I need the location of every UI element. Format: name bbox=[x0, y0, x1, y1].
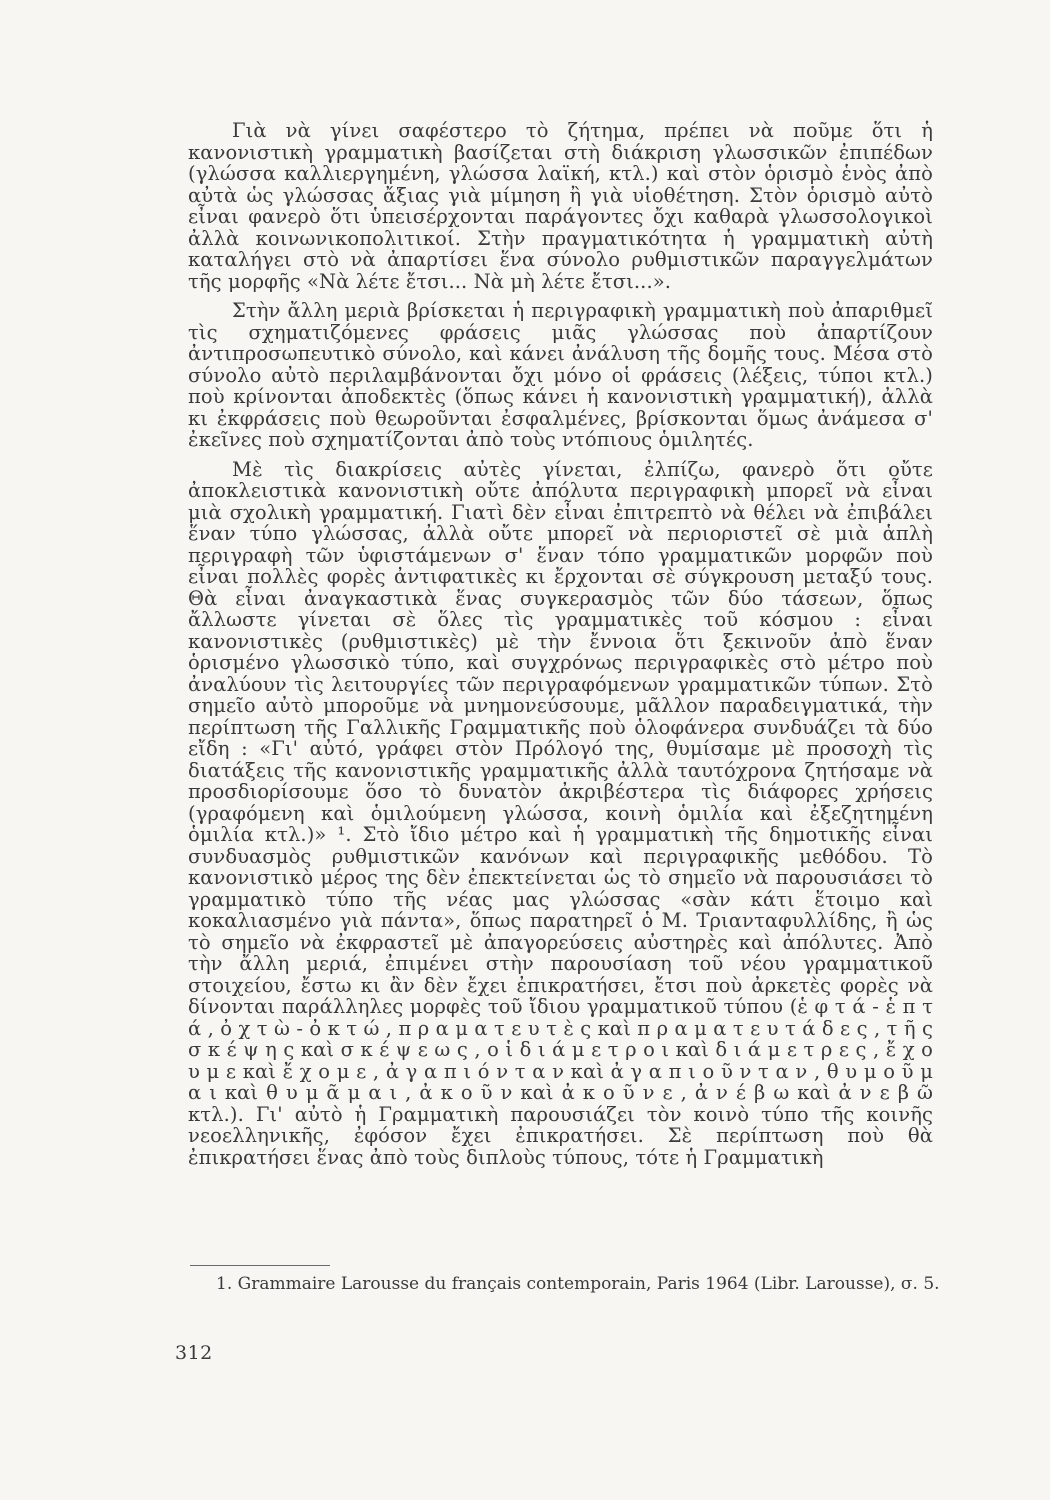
body-text bbox=[188, 120, 933, 1168]
footnote: 1. Grammaire Larousse du français contemporain, Paris 1964 (Libr. Larousse), σ. 5. bbox=[216, 1274, 940, 1294]
paragraph-2: Στὴν ἄλλη μεριὰ βρίσκεται ἡ περιγραφικὴ γραμματικὴ ποὺ ἀπαριθμεῖ τὶς σχηματιζόμενες φράσεις μιᾶς γλώσσας ποὺ ἀπαρτίζουν ἀντιπροσωπευτικὸ σύνολο, καὶ κάνει ἀνάλυση τῆς δομῆς τους. Μέσα στὸ σύνολο αὐτὸ περιλαμβάνονται ὄχι μόνο οἱ φράσεις (λέξεις, τύποι κτλ.) ποὺ κρίνονται ἀποδεκτὲς (ὅπως κάνει ἡ κανονιστικὴ γραμματική), ἀλλὰ κι ἐκφράσεις ποὺ θεωροῦνται ἐσφαλμένες, βρίσκονται ὅμως ἀνάμεσα σ' ἐκεῖνες ποὺ σχηματίζονται ἀπὸ τοὺς ντόπιους ὁμιλητές. bbox=[188, 299, 933, 451]
footnote-divider bbox=[190, 1265, 330, 1266]
page-number: 312 bbox=[175, 1342, 213, 1364]
paragraph-1: Γιὰ νὰ γίνει σαφέστερο τὸ ζήτημα, πρέπει νὰ ποῦμε ὅτι ἡ κανονιστικὴ γραμματικὴ βασίζεται στὴ διάκριση γλωσσικῶν ἐπιπέδων (γλώσσα καλλιεργημένη, γλώσσα λαϊκή, κτλ.) καὶ στὸν ὁρισμὸ ἑνὸς ἀπὸ αὐτὰ ὡς γλώσσας ἄξιας γιὰ μίμηση ἢ γιὰ υἱοθέτηση. Στὸν ὁρισμὸ αὐτὸ εἶναι φανερὸ ὅτι ὑπεισέρχονται παράγοντες ὄχι καθαρὰ γλωσσολογικοὶ ἀλλὰ κοινωνικοπολιτικοί. Στὴν πραγματικότητα ἡ γραμματικὴ αὐτὴ καταλήγει στὸ νὰ ἀπαρτίσει ἕνα σύνολο ρυθμιστικῶν παραγγελμάτων τῆς μορφῆς «Νὰ λέτε ἔτσι... Νὰ μὴ λέτε ἔτσι...». bbox=[188, 119, 933, 293]
paragraph-3: Μὲ τὶς διακρίσεις αὐτὲς γίνεται, ἐλπίζω, φανερὸ ὅτι οὔτε ἀποκλειστικὰ κανονιστικὴ οὔτε ἀπόλυτα περιγραφικὴ μπορεῖ νὰ εἶναι μιὰ σχολικὴ γραμματική. Γιατὶ δὲν εἶναι ἐπιτρεπτὸ νὰ θέλει νὰ ἐπιβάλει ἕναν τύπο γλώσσας, ἀλλὰ οὔτε μπορεῖ νὰ περιοριστεῖ σὲ μιὰ ἁπλὴ περιγραφὴ τῶν ὑφιστάμενων σ' ἕναν τόπο γραμματικῶν μορφῶν ποὺ εἶναι πολλὲς φορὲς ἀντιφατικὲς κι ἔρχονται σὲ σύγκρουση μεταξύ τους. Θὰ εἶναι ἀναγκαστικὰ ἕνας συγκερασμὸς τῶν δύο τάσεων, ὅπως ἄλλωστε γίνεται σὲ ὅλες τὶς γραμματικὲς τοῦ κόσμου : εἶναι κανονιστικὲς (ρυθμιστικὲς) μὲ τὴν ἔννοια ὅτι ξεκινοῦν ἀπὸ ἕναν ὁρισμένο γλωσσικὸ τύπο, καὶ συγχρόνως περιγραφικὲς στὸ μέτρο ποὺ ἀναλύουν τὶς λειτουργίες τῶν περιγραφόμενων γραμματικῶν τύπων. Στὸ σημεῖο αὐτὸ μποροῦμε νὰ μνημονεύσουμε, μᾶλλον παραδειγματικά, τὴν περίπτωση τῆς Γαλλικῆς Γραμματικῆς ποὺ ὁλοφάνερα συνδυάζει τὰ δύο εἴδη : «Γι' αὐτό, γράφει στὸν Πρόλογό της, θυμίσαμε μὲ προσοχὴ τὶς διατάξεις τῆς κανονιστικῆς γραμματικῆς ἀλλὰ ταυτόχρονα ζητήσαμε νὰ προσδιορίσουμε ὅσο τὸ δυνατὸν ἀκριβέστερα τὶς διάφορες χρήσεις (γραφόμενη καὶ ὁμιλούμενη γλώσσα, κοινὴ ὁμιλία καὶ ἐξεζητημένη ὁμιλία κτλ.)» ¹. Στὸ ἴδιο μέτρο καὶ ἡ γραμματικὴ τῆς δημοτικῆς εἶναι συνδυασμὸς ρυθμιστικῶν κανόνων καὶ περιγραφικῆς μεθόδου. Τὸ κανονιστικὸ μέρος της δὲν ἐπεκτείνεται ὡς τὸ σημεῖο νὰ παρουσιάσει τὸ γραμματικὸ τύπο τῆς νέας μας γλώσσας «σὰν κάτι ἕτοιμο καὶ κοκαλιασμένο γιὰ πάντα», ὅπως παρατηρεῖ ὁ Μ. Τριανταφυλλίδης, ἢ ὡς τὸ σημεῖο νὰ ἐκφραστεῖ μὲ ἀπαγορεύσεις αὐστηρὲς καὶ ἀπόλυτες. Ἀπὸ τὴν ἄλλη μεριά, ἐπιμένει στὴν παρουσίαση τοῦ νέου γραμματικοῦ στοιχείου, ἔστω κι ἂν δὲν ἔχει ἐπικρατήσει, ἔτσι ποὺ ἀρκετὲς φορὲς νὰ δίνονται παράλληλες μορφὲς τοῦ ἴδιου γραμματικοῦ τύπου (ἑ φ τ ά - ἑ π τ ά , ὀ χ τ ὼ - ὀ κ τ ώ , π ρ α μ α τ ε υ τ ὲ ς καὶ π ρ α μ α τ ε υ τ ά δ ε ς , τ ῆ ς σ κ έ ψ η ς καὶ σ κ έ ψ ε ω ς , ο ἱ δ ι ά μ ε τ ρ ο ι καὶ δ ι ά μ ε τ ρ ε ς , ἔ χ ο υ μ ε καὶ ἔ χ ο μ ε , ἀ γ α π ι ό ν τ α ν καὶ ἀ γ α π ι ο ῦ ν τ α ν , θ υ μ ο ῦ μ α ι καὶ θ υ μ ᾶ μ α ι , ἀ κ ο ῦ ν καὶ ἀ κ ο ῦ ν ε , ἀ ν έ β ω καὶ ἀ ν ε β ῶ κτλ.). Γι' αὐτὸ ἡ Γραμματικὴ παρουσιάζει τὸν κοινὸ τύπο τῆς κοινῆς νεοελληνικῆς, ἐφόσον ἔχει ἐπικρατήσει. Σὲ περίπτωση ποὺ θὰ ἐπικρατήσει ἕνας ἀπὸ τοὺς διπλοὺς τύπους, τότε ἡ Γραμματικὴ bbox=[188, 457, 933, 1169]
